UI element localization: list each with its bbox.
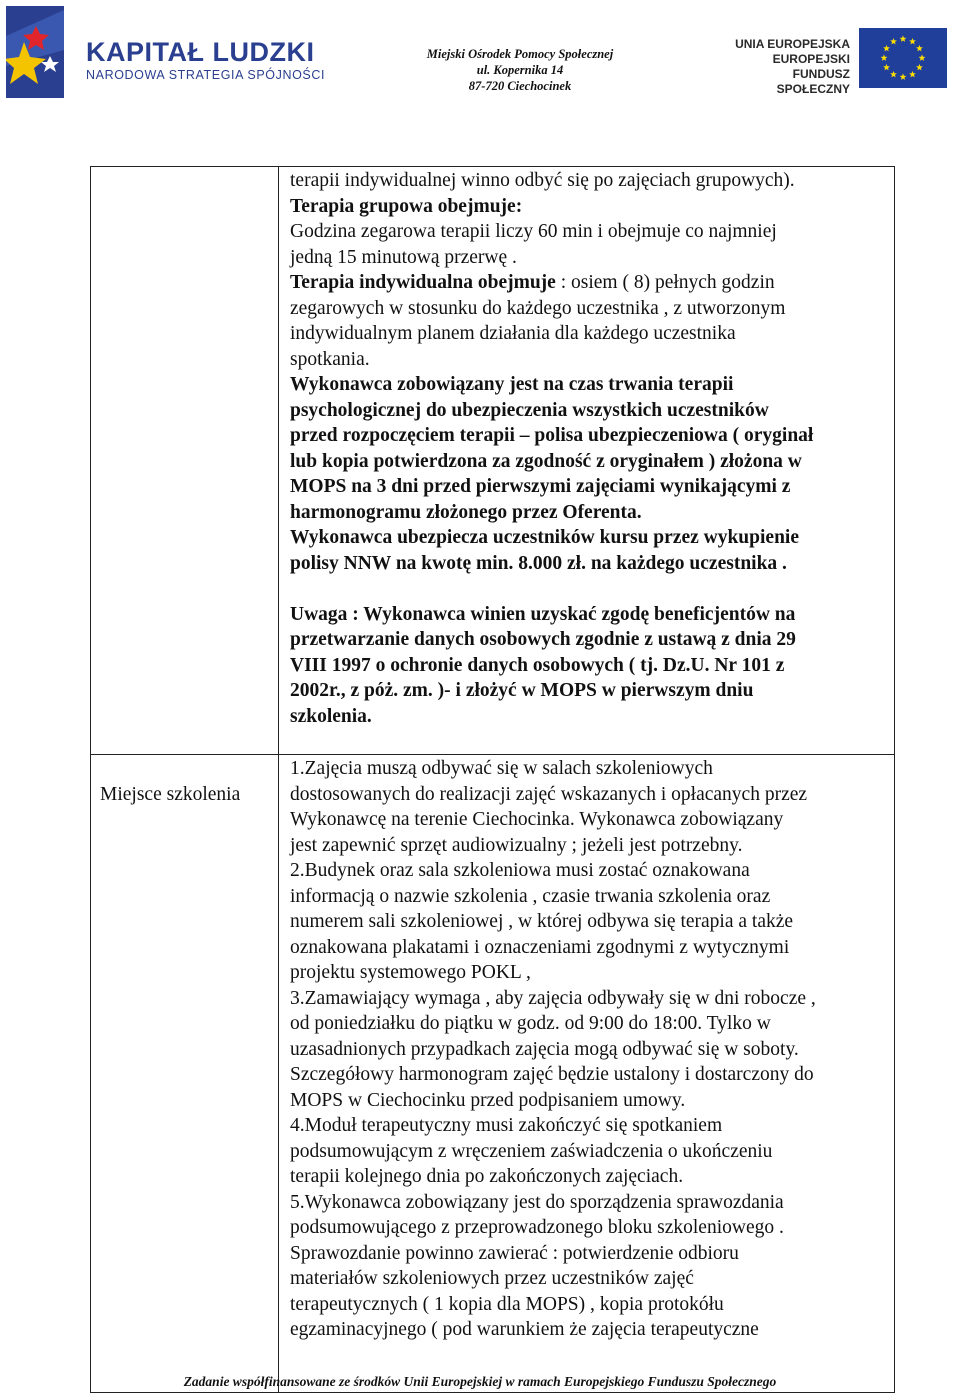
text-line: uzasadnionych przypadkach zajęcia mogą odbywać się w soboty. [290,1038,799,1060]
text-line: Wykonawca zobowiązany jest na czas trwania terapii [290,374,734,395]
row-content [279,167,895,755]
text-line: 4.Moduł terapeutyczny musi zakończyć się spotkaniem [290,1115,723,1136]
row-label: Miejsce szkolenia [91,755,279,1393]
text-line: Uwaga : Wykonawca winien uzyskać zgodę beneficjentów na [290,603,796,625]
text-line: polisy NNW na kwotę min. 8.000 zł. na każdego uczestnika . [290,552,787,574]
text-line: egzaminacyjnego ( pod warunkiem że zajęcia terapeutyczne [290,1319,759,1340]
text-line: lub kopia potwierdzona za zgodność z oryginałem ) złożona w [290,450,802,472]
text-line: harmonogramu złożonego przez Oferenta. [290,501,642,523]
row-label [91,167,279,755]
text-line: 5.Wykonawca zobowiązany jest do sporządzenia sprawozdania [290,1191,784,1213]
table-row [91,167,895,755]
text-line: 2002r., z póż. zm. )- i złożyć w MOPS w pierwszym dniu [290,680,754,701]
row-content [279,755,895,1393]
text-line: Szczegółowy harmonogram zajęć będzie ustalony i dostarczony do [290,1064,814,1085]
text-line: przed rozpoczęciem terapii – polisa ubezpieczeniowa ( oryginał [290,425,814,446]
text-line: materiałów szkoleniowych przez uczestników zajęć [290,1268,694,1289]
text-line: 3.Zamawiający wymaga , aby zajęcia odbywały się w dni robocze , [290,987,816,1009]
text-line: podsumowującym z wręczeniem zaświadczenia o ukończeniu [290,1140,773,1162]
text-line: MOPS w Ciechocinku przed podpisaniem umowy. [290,1089,686,1111]
kapital-ludzki-subtitle: NARODOWA STRATEGIA SPÓJNOŚCI [86,68,326,82]
specification-table [90,166,895,1393]
eu-line-3: FUNDUSZ SPOŁECZNY [776,67,850,96]
text-line: przetwarzanie danych osobowych zgodnie z ustawą z dnia 29 [290,629,796,650]
kapital-ludzki-wordmark [86,38,325,82]
institution-address [400,46,640,94]
text-line: oznakowana plakatami i oznaczeniami zgodnymi z wytycznymi [290,936,790,958]
text-line: zegarowych w stosunku do każdego uczestnika , z utworzonym [290,297,786,319]
text-segment: Terapia indywidualna obejmuje [290,272,556,293]
text-line: psychologicznej do ubezpieczenia wszystkich uczestników [290,399,769,421]
text-line: informacją o nazwie szkolenia , czasie trwania szkolenia oraz [290,885,771,907]
text-line: Wykonawcę na terenie Ciechocinka. Wykonawca zobowiązany [290,809,784,830]
text-line [290,270,890,296]
text-line: numerem sali szkoleniowej , w której odbywa się terapia a także [290,911,794,932]
text-line: VIII 1997 o ochronie danych osobowych ( tj. Dz.U. Nr 101 z [290,654,785,676]
text-line: Wykonawca ubezpiecza uczestników kursu przez wykupienie [290,527,799,548]
text-line: terapeutycznych ( 1 kopia dla MOPS) , kopia protokółu [290,1293,724,1315]
text-line: szkolenia. [290,705,372,727]
text-segment: : osiem ( 8) pełnych godzin [555,272,775,293]
kapital-ludzki-logo-icon [6,6,64,98]
text-line: Godzina zegarowa terapii liczy 60 min i obejmuje co najmniej [290,221,777,242]
eu-wordmark [722,37,850,97]
institution-name: Miejski Ośrodek Pomocy Społecznej [426,47,614,61]
text-line: indywidualnym planem działania dla każdego uczestnika [290,323,736,344]
kapital-ludzki-title: KAPITAŁ LUDZKI [86,37,315,67]
funding-footer: Zadanie współfinansowane ze środków Unii Europejskiej w ramach Europejskiego Funduszu Społecznego [183,1374,777,1389]
text-line: 1.Zajęcia muszą odbywać się w salach szkoleniowych [290,758,713,779]
institution-street: ul. Kopernika 14 [476,63,564,77]
text-line: spotkania. [290,348,370,370]
eu-flag-icon [859,28,947,88]
text-line: Terapia grupowa obejmuje: [290,195,523,217]
text-line: dostosowanych do realizacji zajęć wskazanych i opłacanych przez [290,783,808,805]
text-line: terapii indywidualnej winno odbyć się po zajęciach grupowych). [290,170,795,191]
page-header [0,0,960,110]
text-line: od poniedziałku do piątku w godz. od 9:00 do 18:00. Tylko w [290,1013,771,1034]
text-line: jedną 15 minutową przerwę . [290,246,517,268]
blank-line [290,576,890,602]
text-line: terapii kolejnego dnia po zakończonych zajęciach. [290,1166,684,1187]
eu-line-1: UNIA EUROPEJSKA [735,37,850,51]
institution-city: 87-720 Ciechocinek [468,79,572,93]
text-line: jest zapewnić sprzęt audiowizualny ; jeżeli jest potrzebny. [290,834,743,856]
text-line: Sprawozdanie powinno zawierać : potwierdzenie odbioru [290,1242,739,1264]
text-line: podsumowującego z przeprowadzonego bloku szkoleniowego . [290,1217,784,1238]
text-line: MOPS na 3 dni przed pierwszymi zajęciami wynikającymi z [290,476,791,497]
text-line: projektu systemowego POKL , [290,962,531,983]
table-row [91,755,895,1393]
eu-line-2: EUROPEJSKI [772,52,850,66]
text-line: 2.Budynek oraz sala szkoleniowa musi zostać oznakowana [290,860,750,881]
